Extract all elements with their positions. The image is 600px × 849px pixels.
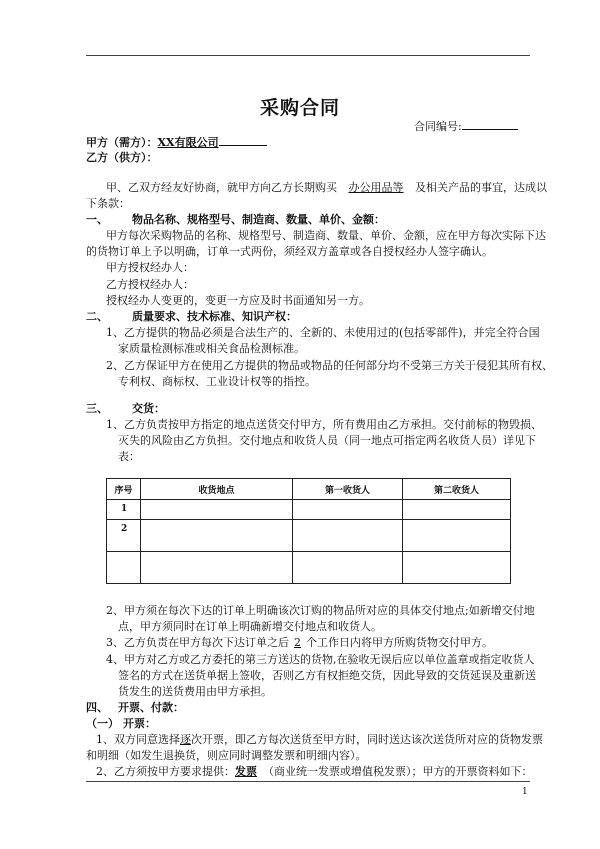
document-title: 采购合同 [259, 97, 340, 119]
s3-item-3-days: 2 [294, 636, 301, 649]
party-a-name: XX有限公司 [157, 136, 219, 149]
table-header-row [107, 479, 511, 500]
table-cell [403, 500, 511, 520]
s2-item-2a: 2、乙方保证甲方在使用乙方提供的物品或物品的任何部分均不受第三方关于侵犯其所有权、 [106, 359, 553, 372]
table-header: 第二收货人 [403, 479, 511, 500]
s4-item-2 [96, 765, 533, 779]
table-cell [293, 500, 403, 520]
section-2-number: 二、 [86, 310, 108, 323]
s4-item-1c: 和明细（如发生退换货，则应同时调整发票和明细内容）。 [86, 749, 367, 762]
contract-number-blank [462, 118, 518, 130]
table-cell [141, 500, 293, 520]
s3-item-1b: 灭失的风险由乙方负担。交付地点和收货人员（同一地点可指定两名收货人员）详见下 [118, 434, 536, 447]
s1-para-1: 甲方每次采购物品的名称、规格型号、制造商、数量、单价、金额，应在甲方每次实际下达 [106, 229, 546, 242]
s3-item-2a: 2、甲方须在每次下达的订单上明确该次订购的物品所对应的具体交付地点;如新增交付地 [106, 604, 535, 617]
s4-item-2-text-b: （商业统一发票或增值税发票）；甲方的开票资料如下： [263, 765, 533, 778]
s1-agent-change: 授权经办人变更的，变更一方应及时书面通知另一方。 [106, 294, 370, 307]
table-cell [293, 552, 403, 584]
s3-item-3-text-b: 个工作日内将甲方所购货物交付甲方。 [306, 636, 493, 649]
table-cell [293, 520, 403, 552]
contract-number [414, 118, 518, 134]
s3-item-3-text-a: 3、乙方负责在甲方每次下达订单之后 [106, 636, 289, 649]
s3-item-1a: 1、乙方负责按甲方指定的地点送货交付甲方，所有费用由乙方承担。交付前标的物毁损、 [106, 418, 542, 431]
s3-item-2b: 点，甲方须同时在订单上明确新增交付地点和收货人。 [118, 620, 382, 633]
section-4-heading [86, 701, 184, 715]
table-header: 第一收货人 [293, 479, 403, 500]
section-4-number: 四、 [86, 701, 108, 714]
table-cell: 1 [107, 500, 141, 520]
top-rule [86, 55, 530, 56]
s3-item-3 [106, 636, 493, 650]
section-2-heading [86, 310, 297, 324]
intro-text-a: 甲、乙双方经友好协商，就甲方向乙方长期购买 [106, 181, 337, 194]
section-2-title: 质量要求、技术标准、知识产权： [132, 310, 297, 323]
bottom-rule [86, 781, 530, 782]
table-cell [141, 520, 293, 552]
party-a-blank [219, 134, 267, 146]
table-row [107, 552, 511, 584]
section-1-title: 物品名称、规格型号、制造商、数量、单价、金额： [132, 213, 385, 226]
table-row [107, 520, 511, 552]
section-3-heading [86, 402, 165, 416]
party-a-line [86, 134, 267, 150]
intro-goods: 办公用品等 [348, 181, 404, 194]
s4-item-2-invoice: 发票 [235, 765, 257, 778]
table-header: 收货地点 [141, 479, 293, 500]
s2-item-2b: 专利权、商标权、工业设计权等的指控。 [118, 375, 316, 388]
contract-number-label: 合同编号: [414, 120, 462, 133]
table-row [107, 500, 511, 520]
s3-item-1c: 表： [118, 450, 140, 463]
s4-item-1-text-b: 次开票，即乙方每次送货至甲方时，同时送达该次送货所对应的货物发票 [191, 733, 543, 746]
party-b-line [86, 151, 158, 165]
s4-item-2-text-a: 2、乙方须按甲方要求提供： [96, 765, 235, 778]
s2-item-1a: 1、乙方提供的物品必须是合法生产的、全新的、未使用过的(包括零部件)，并完全符合国 [106, 326, 540, 339]
intro-text-b: 及相关产品的事宜，达成以 [415, 181, 547, 194]
table-header: 序号 [107, 479, 141, 500]
s4-item-1a [96, 733, 543, 747]
section-1-heading [86, 213, 385, 227]
table-cell [107, 552, 141, 584]
s1-party-b-agent: 乙方授权经办人： [106, 278, 194, 291]
table-cell [403, 552, 511, 584]
s3-item-4b: 签名的方式在送货单据上签收，否则乙方有权拒绝交货，因此导致的交货延误及重新送 [118, 669, 536, 682]
party-a-label: 甲方（需方）： [86, 136, 158, 149]
s4-item-1-underlined: 逐 [180, 733, 191, 746]
section-1-number: 一、 [86, 213, 108, 226]
section-4-sub-number: （一） [86, 717, 119, 730]
intro-line-2: 下条款： [86, 197, 130, 210]
section-3-number: 三、 [86, 402, 108, 415]
delivery-table [106, 478, 511, 584]
section-4-sub-title: 开票： [123, 717, 156, 730]
s3-item-4a: 4、甲方对乙方或乙方委托的第三方送达的货物,在验收无误后应以单位盖章或指定收货人 [106, 653, 535, 666]
section-4-title: 开票、付款： [118, 701, 184, 714]
s1-para-2: 的货物订单上予以明确，订单一式两份，须经双方盖章或各自授权经办人签字确认。 [86, 245, 493, 258]
s3-item-4c: 货发生的送货费用由甲方承担。 [118, 685, 272, 698]
s1-party-a-agent: 甲方授权经办人： [106, 261, 194, 274]
table-cell [403, 520, 511, 552]
party-b-label: 乙方（供方）： [86, 151, 158, 164]
table-cell: 2 [107, 520, 141, 552]
section-3-title: 交货： [132, 402, 165, 415]
section-4-subheading [86, 717, 156, 731]
intro-line-1 [106, 181, 547, 195]
page-number: 1 [522, 787, 528, 797]
s4-item-1-text-a: 1、双方同意选择 [96, 733, 180, 746]
table-cell [141, 552, 293, 584]
s2-item-1b: 家质量检测标准或相关食品检测标准。 [118, 342, 305, 355]
